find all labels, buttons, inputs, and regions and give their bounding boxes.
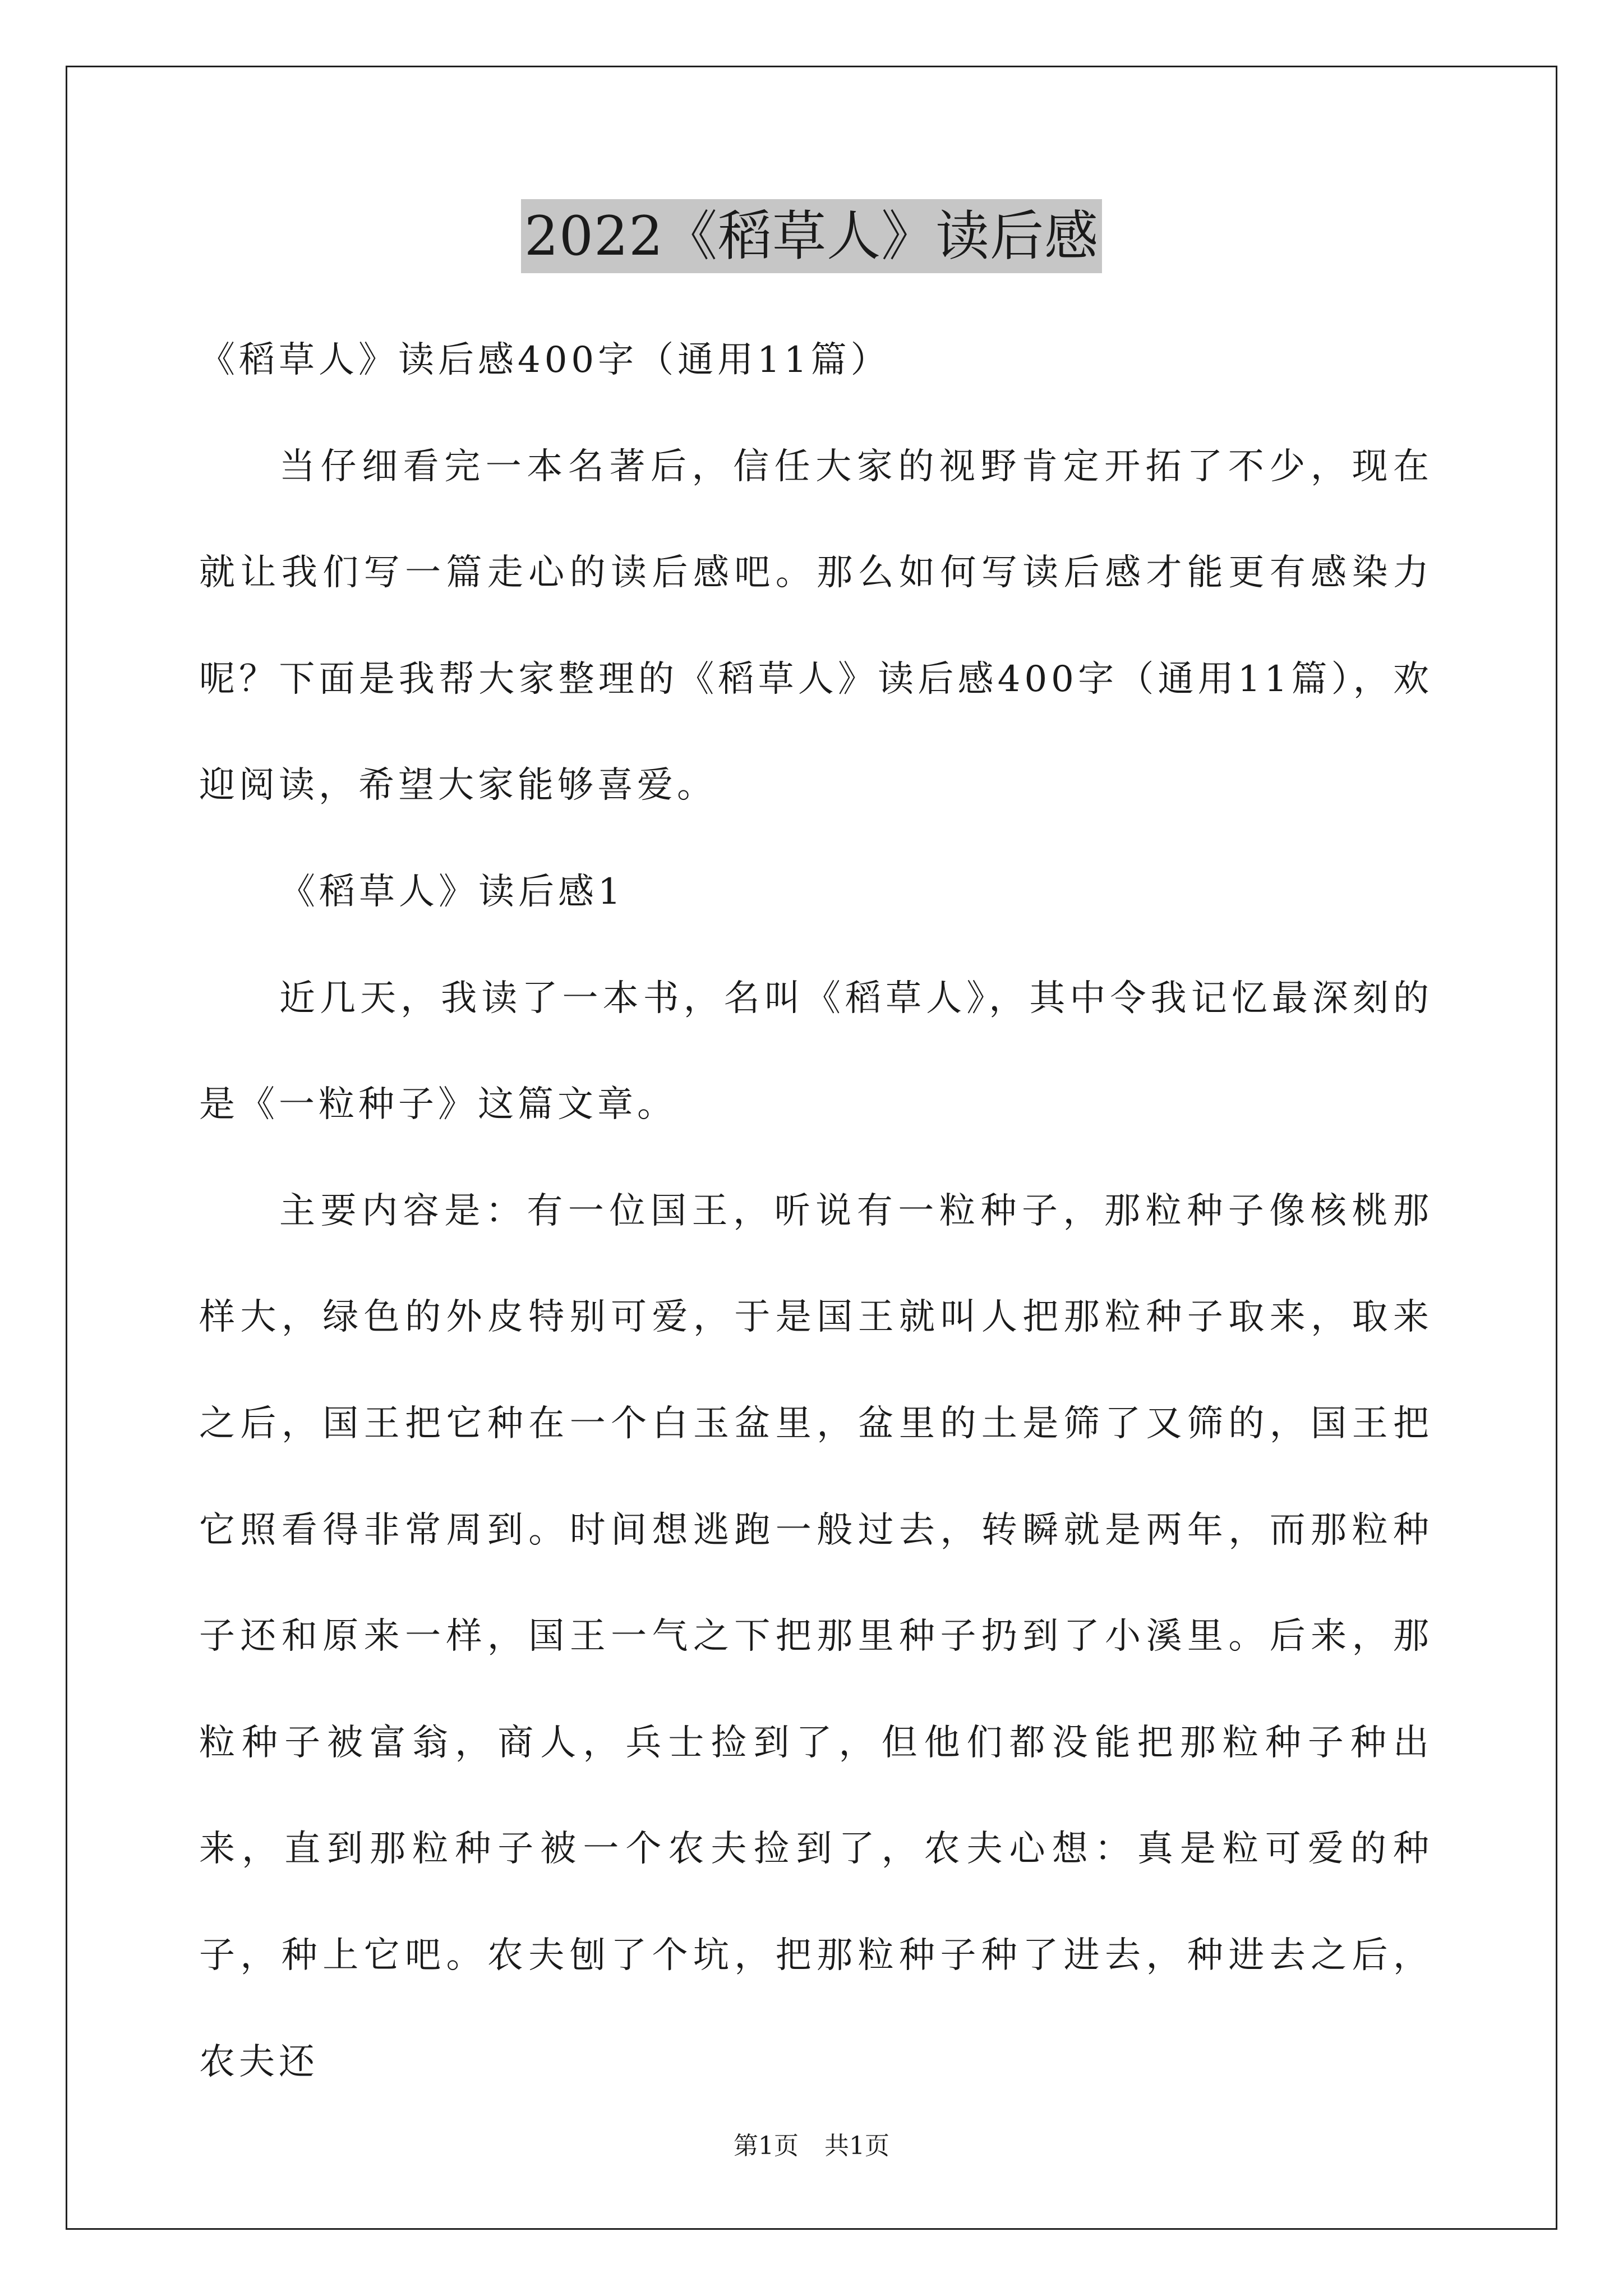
page-total: 共1页 xyxy=(824,2132,889,2160)
document-body xyxy=(199,307,1433,2115)
section-heading: 《稻草人》读后感1 xyxy=(279,871,625,913)
body-paragraph: 近几天，我读了一本书，名叫《稻草人》，其中令我记忆最深刻的是《一粒种子》这篇文章。 xyxy=(199,977,1433,1126)
body-paragraph: 主要内容是：有一位国王，听说有一粒种子，那粒种子像核桃那样大，绿色的外皮特别可爱，于是国王就叫人把那粒种子取来，取来之后，国王把它种在一个白玉盆里，盆里的土是筛了又筛的，国王把它照看得非常周到。时间想逃跑一般过去，转瞬就是两年，而那粒种子还和原来一样，国王一气之下把那里种子扔到了小溪里。后来，那粒种子被富翁，商人，兵士捡到了，但他们都没能把那粒种子种出来，直到那粒种子被一个农夫捡到了，农夫心想：真是粒可爱的种子，种上它吧。农夫刨了个坑，把那粒种子种了进去，种进去之后，农夫还 xyxy=(199,1190,1433,2083)
document-title: 2022《稻草人》读后感 xyxy=(521,199,1102,273)
title-container xyxy=(0,199,1623,273)
page-footer xyxy=(0,2129,1623,2163)
intro-paragraph: 当仔细看完一本名著后，信任大家的视野肯定开拓了不少，现在就让我们写一篇走心的读后感吧。那么如何写读后感才能更有感染力呢？下面是我帮大家整理的《稻草人》读后感400字（通用11篇），欢迎阅读，希望大家能够喜爱。 xyxy=(199,445,1433,807)
page-number: 第1页 xyxy=(734,2132,799,2160)
subtitle-paragraph: 《稻草人》读后感400字（通用11篇） xyxy=(199,339,891,381)
